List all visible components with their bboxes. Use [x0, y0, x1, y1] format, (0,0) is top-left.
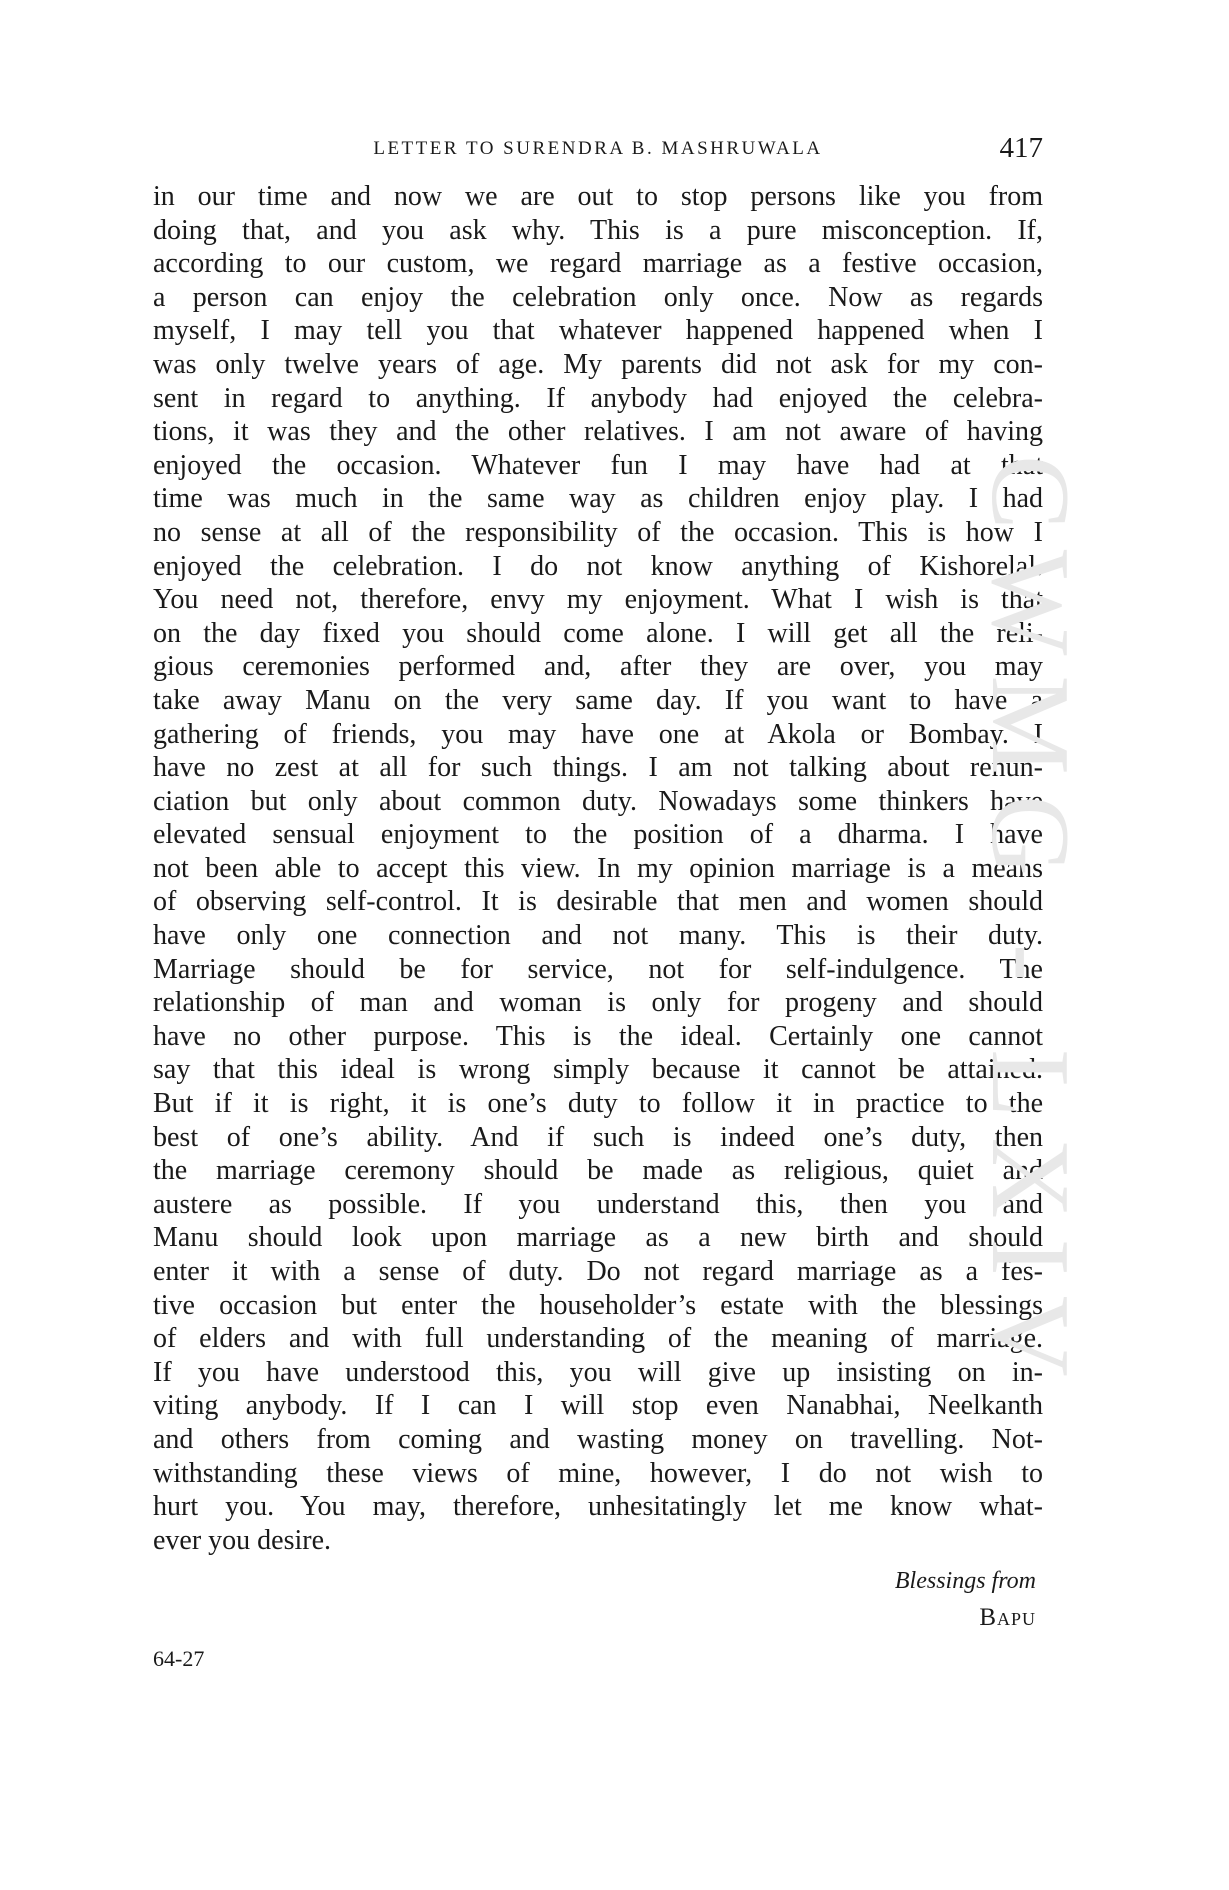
- text-line: enter it with a sense of duty. Do not regard marriage as a fes-: [153, 1256, 1043, 1287]
- signoff: [895, 1564, 1036, 1638]
- text-line: enjoyed the occasion. Whatever fun I may have had at that: [153, 449, 1043, 481]
- text-line: enjoyed the celebration. I do not know anything of Kishorelal.: [153, 550, 1043, 582]
- page-number: 417: [999, 132, 1043, 164]
- text-line: elevated sensual enjoyment to the position of a dharma. I have: [153, 819, 1043, 851]
- text-line: have only one connection and not many. This is their duty.: [153, 920, 1043, 952]
- text-line: gious ceremonies performed and, after they are over, you may: [153, 651, 1043, 683]
- watermark: [968, 455, 1148, 1455]
- text-line: on the day fixed you should come alone. I will get all the reli-: [153, 617, 1043, 649]
- watermark-text: CWMG - LXIV: [968, 455, 1092, 1397]
- text-line: have no zest at all for such things. I am not talking about renun-: [153, 752, 1043, 784]
- text-line: of observing self-control. It is desirable that men and women should: [153, 886, 1043, 918]
- text-line: a person can enjoy the celebration only once. Now as regards: [153, 281, 1043, 313]
- text-line-last: ever you desire.: [153, 1524, 332, 1556]
- text-line: doing that, and you ask why. This is a pure misconception. If,: [153, 214, 1043, 246]
- text-line: relationship of man and woman is only for progeny and should: [153, 987, 1043, 1019]
- text-line: say that this ideal is wrong simply because it cannot be attained.: [153, 1054, 1043, 1086]
- text-line: Manu should look upon marriage as a new birth and should: [153, 1222, 1043, 1254]
- text-line: according to our custom, we regard marriage as a festive occasion,: [153, 248, 1043, 280]
- text-line: sent in regard to anything. If anybody had enjoyed the celebra-: [153, 382, 1043, 414]
- text-line: take away Manu on the very same day. If you want to have a: [153, 684, 1043, 716]
- text-line: time was much in the same way as children enjoy play. I had: [153, 483, 1043, 515]
- signature: Bapu: [979, 1604, 1036, 1631]
- text-line: was only twelve years of age. My parents did not ask for my con-: [153, 348, 1043, 380]
- text-line: You need not, therefore, envy my enjoyment. What I wish is that: [153, 584, 1043, 616]
- text-line: best of one’s ability. And if such is indeed one’s duty, then: [153, 1121, 1043, 1153]
- text-line: austere as possible. If you understand this, then you and: [153, 1188, 1043, 1220]
- text-line: have no other purpose. This is the ideal. Certainly one cannot: [153, 1020, 1043, 1052]
- text-line: and others from coming and wasting money on travelling. Not-: [153, 1423, 1043, 1455]
- text-line: of elders and with full understanding of the meaning of marriage.: [153, 1323, 1043, 1355]
- text-line: But if it is right, it is one’s duty to follow it in practice to the: [153, 1088, 1043, 1120]
- running-head: [153, 132, 1043, 168]
- text-line: tive occasion but enter the householder’s estate with the blessings: [153, 1289, 1043, 1321]
- closing-salutation: Blessings from: [894, 1568, 1036, 1594]
- text-line: tions, it was they and the other relatives. I am not aware of having: [153, 416, 1043, 448]
- text-line: If you have understood this, you will give up insisting on in-: [153, 1356, 1043, 1388]
- text-line: myself, I may tell you that whatever happened happened when I: [153, 315, 1043, 347]
- text-line: Marriage should be for service, not for self-indulgence. The: [153, 953, 1043, 985]
- text-line: hurt you. You may, therefore, unhesitatingly let me know what-: [153, 1491, 1043, 1523]
- text-line: no sense at all of the responsibility of the occasion. This is how I: [153, 516, 1043, 548]
- letter-body: [153, 180, 1043, 1557]
- text-line: not been able to accept this view. In my opinion marriage is a means: [153, 852, 1043, 884]
- text-line: ciation but only about common duty. Nowadays some thinkers have: [153, 785, 1043, 817]
- text-line: viting anybody. If I can I will stop even Nanabhai, Neelkanth: [153, 1390, 1043, 1422]
- text-line: in our time and now we are out to stop persons like you from: [153, 181, 1043, 212]
- text-line: gathering of friends, you may have one at Akola or Bombay. I: [153, 718, 1043, 750]
- footnote-reference: 64-27: [153, 1646, 205, 1671]
- text-line: withstanding these views of mine, however, I do not wish to: [153, 1457, 1043, 1489]
- text-line: the marriage ceremony should be made as religious, quiet and: [153, 1155, 1043, 1187]
- running-title: LETTER TO SURENDRA B. MASHRUWALA: [373, 138, 823, 159]
